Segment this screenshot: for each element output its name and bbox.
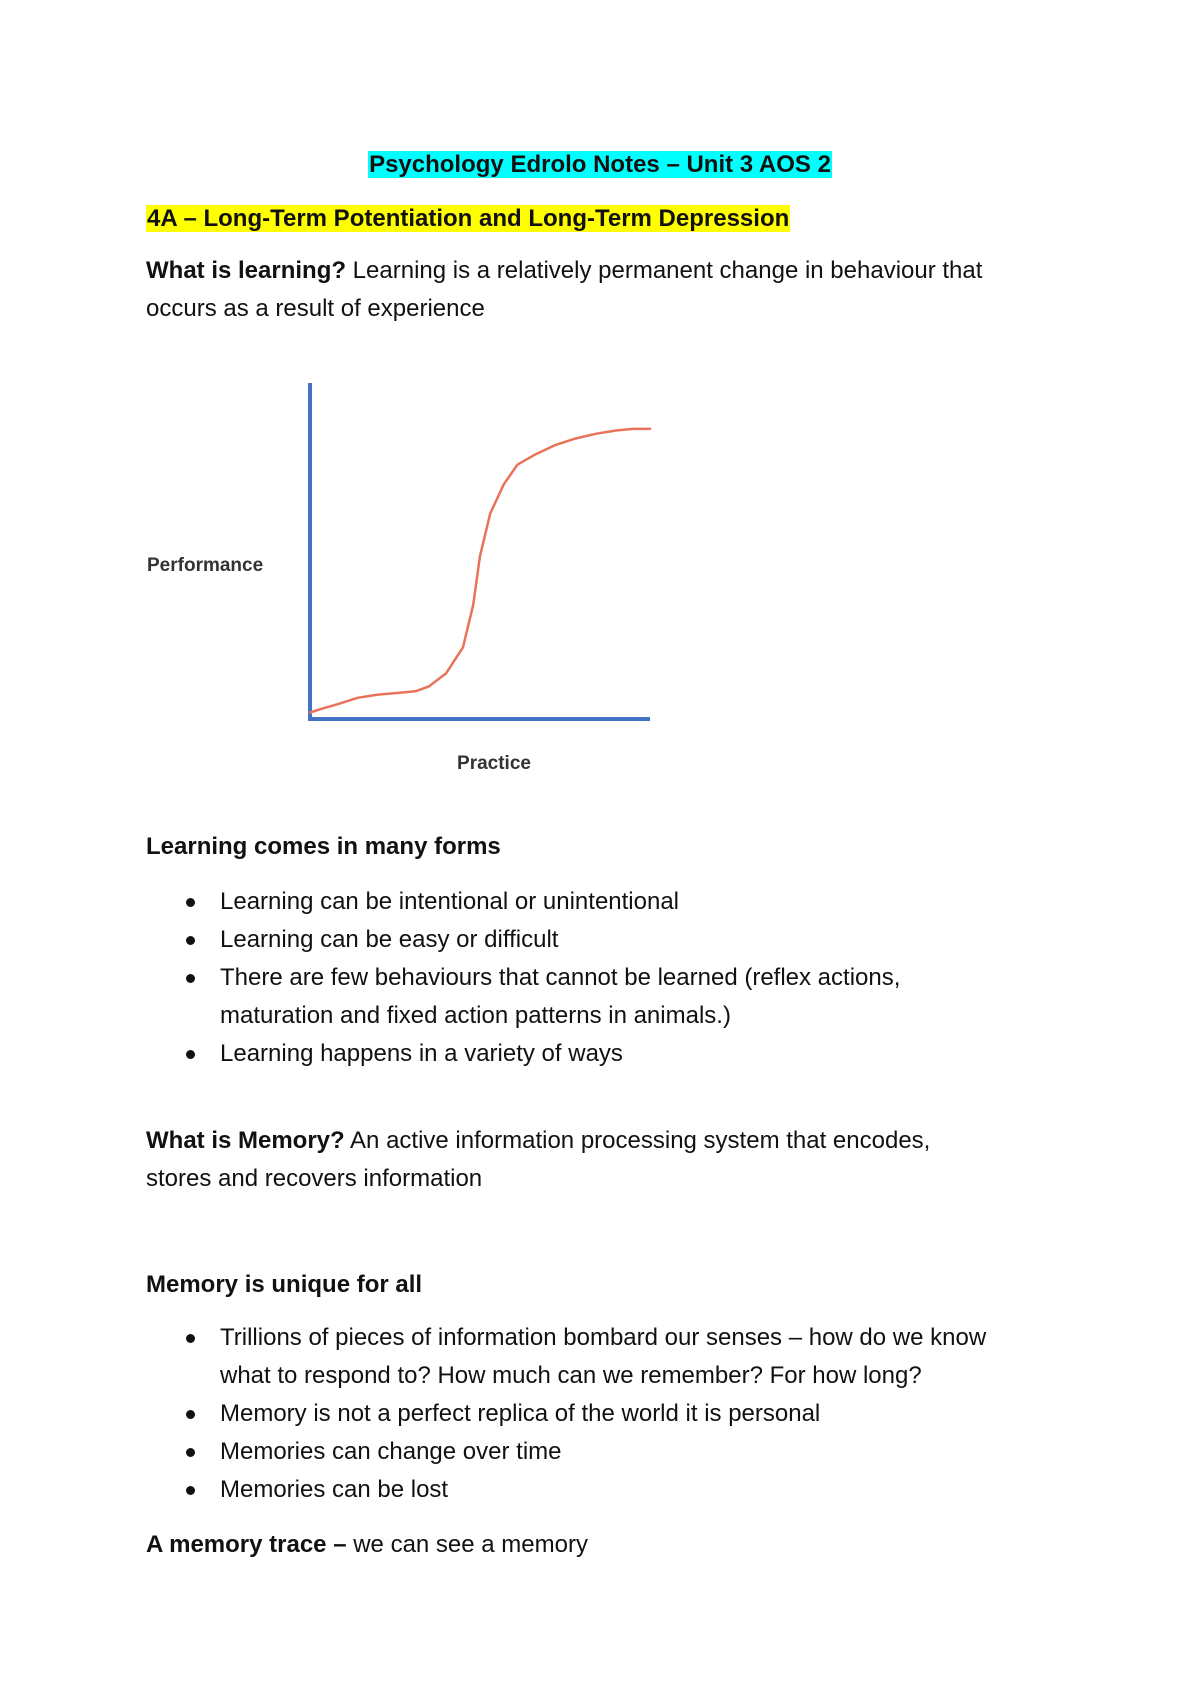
list-item-text: Trillions of pieces of information bombard our senses – how do we know — [220, 1324, 987, 1351]
bullet-icon — [186, 936, 195, 945]
bullet-icon — [186, 1050, 195, 1059]
unique-heading — [146, 1266, 422, 1304]
memory-trace-label: A memory trace – — [146, 1531, 347, 1558]
list-item — [146, 959, 900, 997]
memory-trace-text: we can see a memory — [346, 1531, 588, 1558]
memory-definition-label: What is Memory? — [146, 1127, 345, 1154]
list-item — [146, 921, 900, 959]
unique-heading-text: Memory is unique for all — [146, 1271, 423, 1298]
list-item-text: Learning happens in a variety of ways — [220, 1040, 623, 1067]
list-item-continuation — [146, 1357, 986, 1395]
list-item — [146, 883, 900, 921]
learning-curve-chart — [130, 358, 690, 778]
chart-x-axis-label: Practice — [457, 753, 531, 774]
learning-definition-label: What is learning? — [146, 257, 347, 284]
list-item-text: Learning can be easy or difficult — [220, 926, 559, 953]
forms-list — [146, 883, 900, 1073]
unique-list — [146, 1319, 986, 1509]
bullet-icon — [186, 1448, 195, 1457]
list-item — [146, 1433, 986, 1471]
learning-definition-continued — [146, 290, 485, 328]
bullet-icon — [186, 1486, 195, 1495]
chart-series-line — [310, 429, 650, 713]
list-item-text: maturation and fixed action patterns in animals.) — [220, 1002, 731, 1029]
bullet-icon — [186, 898, 195, 907]
forms-heading-text: Learning comes in many forms — [146, 833, 501, 860]
list-item-text: what to respond to? How much can we remember? For how long? — [220, 1362, 922, 1389]
memory-trace — [146, 1526, 588, 1564]
list-item — [146, 1471, 986, 1509]
bullet-icon — [186, 974, 195, 983]
memory-definition-text: An active information processing system that encodes, — [344, 1127, 931, 1154]
learning-definition — [146, 252, 982, 290]
list-item-text: Memories can be lost — [220, 1476, 449, 1503]
section-heading-text: 4A – Long-Term Potentiation and Long-Term Depression — [147, 205, 790, 232]
list-item-text: Memories can change over time — [220, 1438, 562, 1465]
list-item-continuation — [146, 997, 900, 1035]
forms-heading — [146, 828, 501, 866]
memory-definition-text-continued: stores and recovers information — [146, 1165, 483, 1192]
document-title — [0, 148, 1200, 182]
bullet-icon — [186, 1410, 195, 1419]
chart-y-axis-label: Performance — [147, 555, 264, 576]
list-item-text: Memory is not a perfect replica of the world it is personal — [220, 1400, 821, 1427]
memory-definition — [146, 1122, 930, 1160]
list-item-text: Learning can be intentional or unintentional — [220, 888, 680, 915]
learning-definition-text-continued: occurs as a result of experience — [146, 295, 485, 322]
bullet-icon — [186, 1334, 195, 1343]
document-title-text: Psychology Edrolo Notes – Unit 3 AOS 2 — [369, 151, 831, 178]
list-item-text: There are few behaviours that cannot be learned (reflex actions, — [220, 964, 901, 991]
list-item — [146, 1319, 986, 1357]
memory-definition-continued — [146, 1160, 482, 1198]
section-heading — [146, 200, 790, 238]
learning-definition-text: Learning is a relatively permanent change in behaviour that — [346, 257, 983, 284]
list-item — [146, 1395, 986, 1433]
list-item — [146, 1035, 900, 1073]
